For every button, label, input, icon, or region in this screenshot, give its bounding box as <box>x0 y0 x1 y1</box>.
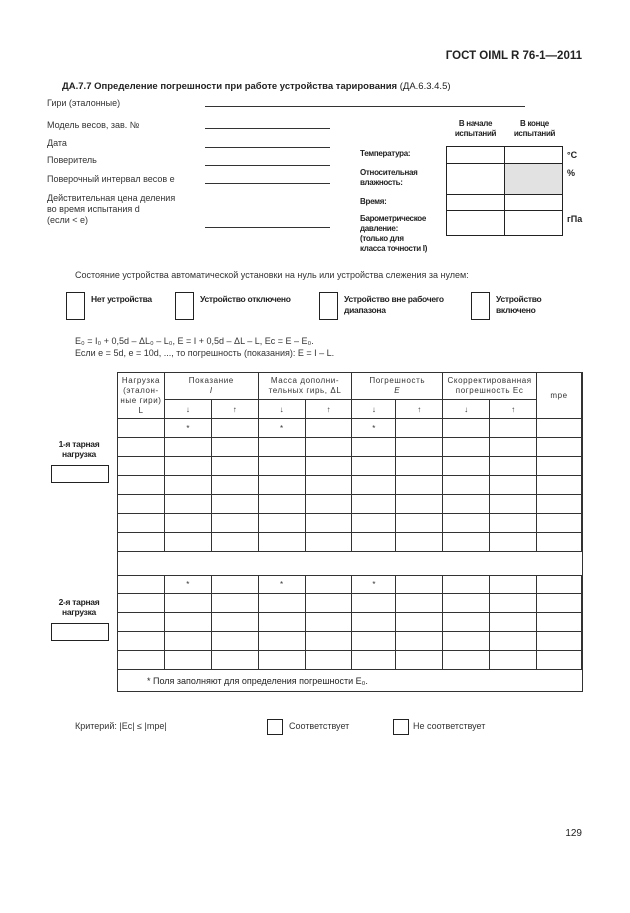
cell[interactable] <box>396 476 443 495</box>
date-line[interactable] <box>205 147 330 148</box>
star-mark[interactable]: * <box>352 576 396 594</box>
temp-label: Температура: <box>360 149 411 158</box>
cell[interactable] <box>443 533 490 552</box>
table-row <box>118 651 582 670</box>
cell[interactable] <box>164 476 211 495</box>
cell[interactable] <box>490 533 537 552</box>
model-label: Модель весов, зав. № <box>47 120 140 130</box>
cell[interactable] <box>396 438 443 457</box>
cell[interactable] <box>490 594 537 613</box>
cell[interactable] <box>396 457 443 476</box>
cell[interactable] <box>258 632 305 651</box>
cell[interactable] <box>396 632 443 651</box>
mass-down-arrow-icon: ↓ <box>258 400 305 419</box>
tare2-label <box>48 597 110 617</box>
verifier-line[interactable] <box>205 165 330 166</box>
cell[interactable] <box>396 651 443 670</box>
cell[interactable] <box>537 457 582 476</box>
cell[interactable] <box>352 594 396 613</box>
criterion-pass-checkbox[interactable] <box>267 719 283 735</box>
cell[interactable] <box>352 632 396 651</box>
h-ind-2: I <box>209 386 213 395</box>
h-corrected <box>443 373 537 400</box>
cell[interactable] <box>211 419 258 438</box>
cell[interactable] <box>443 514 490 533</box>
table-row <box>118 457 582 476</box>
cell[interactable] <box>258 613 305 632</box>
pressure-unit: гПа <box>567 214 583 224</box>
division-line-3: (если < e) <box>47 215 89 225</box>
opt-enabled-label-2: включено <box>496 305 536 315</box>
cell[interactable] <box>118 438 165 457</box>
cell[interactable] <box>164 594 211 613</box>
cell[interactable] <box>490 457 537 476</box>
cell[interactable] <box>211 651 258 670</box>
cell[interactable] <box>443 419 490 438</box>
section-ref: (ДА.6.3.4.5) <box>399 81 451 92</box>
cell[interactable] <box>490 438 537 457</box>
cell[interactable] <box>443 613 490 632</box>
pressure-label-3: (только для <box>360 234 404 243</box>
table-row <box>118 533 582 552</box>
opt-no-device-label: Нет устройства <box>91 294 152 304</box>
h-load-4: L <box>138 405 144 415</box>
temp-end-cell[interactable] <box>505 147 563 164</box>
cell[interactable] <box>211 438 258 457</box>
cell[interactable] <box>164 457 211 476</box>
table-row <box>118 613 582 632</box>
cell[interactable] <box>352 457 396 476</box>
cell[interactable] <box>396 514 443 533</box>
division-line-1: Действительная цена деления <box>47 193 176 203</box>
h-indication <box>164 373 258 400</box>
cell[interactable] <box>443 632 490 651</box>
humidity-label <box>360 168 418 188</box>
cell[interactable] <box>443 457 490 476</box>
cell[interactable] <box>118 419 165 438</box>
cell[interactable] <box>490 651 537 670</box>
cell[interactable] <box>305 576 352 594</box>
cell[interactable] <box>211 495 258 514</box>
star-mark[interactable]: * <box>164 419 211 438</box>
ind-down-arrow-icon: ↓ <box>164 400 211 419</box>
cell[interactable] <box>118 476 165 495</box>
model-line[interactable] <box>205 128 330 129</box>
cell[interactable] <box>118 495 165 514</box>
cell[interactable] <box>305 613 352 632</box>
env-table <box>446 146 563 236</box>
page-number: 129 <box>565 828 582 839</box>
division-label <box>47 193 175 226</box>
h-err-1: Погрешность <box>369 376 426 385</box>
cell[interactable] <box>164 613 211 632</box>
cell[interactable] <box>258 594 305 613</box>
cell[interactable] <box>258 514 305 533</box>
tare1-value-box[interactable] <box>51 465 109 483</box>
opt-out-of-range-label-1: Устройство вне рабочего <box>344 294 444 304</box>
table-row <box>118 576 582 594</box>
cell[interactable] <box>211 632 258 651</box>
h-load-2: (эталон- <box>123 385 159 395</box>
tare1-label <box>48 439 110 459</box>
weights-label: Гири (эталонные) <box>47 98 121 108</box>
h-load <box>118 373 165 419</box>
cell[interactable] <box>352 533 396 552</box>
humidity-label-1: Относительная <box>360 168 418 177</box>
env-col-end <box>506 119 563 139</box>
cell[interactable] <box>490 476 537 495</box>
temp-start-cell[interactable] <box>447 147 505 164</box>
cell[interactable] <box>537 613 582 632</box>
corr-down-arrow-icon: ↓ <box>443 400 490 419</box>
cell[interactable] <box>118 533 165 552</box>
cell[interactable] <box>118 457 165 476</box>
env-col-start <box>447 119 504 139</box>
cell[interactable] <box>258 495 305 514</box>
h-load-1: Нагрузка <box>121 375 161 385</box>
table-row <box>118 438 582 457</box>
h-mass-2: тельных гирь, ΔL <box>268 386 342 395</box>
humidity-unit: % <box>567 168 576 178</box>
pressure-end-cell[interactable] <box>505 211 563 236</box>
cell[interactable] <box>490 419 537 438</box>
time-end-cell[interactable] <box>505 195 563 211</box>
cell[interactable] <box>396 533 443 552</box>
opt-no-device-checkbox[interactable] <box>66 292 85 320</box>
formula-line-1: E₀ = I₀ + 0,5d – ΔL₀ – L₀, E = I + 0,5d – ΔL – L, Ec = E – E₀. <box>75 336 314 346</box>
opt-enabled-label <box>496 294 541 316</box>
pressure-label <box>360 214 427 254</box>
cell[interactable] <box>537 533 582 552</box>
standard-header: ГОСТ OIML R 76-1—2011 <box>445 50 582 62</box>
table-row <box>118 476 582 495</box>
cell[interactable] <box>118 514 165 533</box>
cell[interactable] <box>352 476 396 495</box>
date-label: Дата <box>47 138 67 148</box>
star-mark[interactable]: * <box>164 576 211 594</box>
cell[interactable] <box>211 457 258 476</box>
cell[interactable] <box>164 651 211 670</box>
criterion-pass-label: Соответствует <box>289 721 350 731</box>
star-mark[interactable]: * <box>258 576 305 594</box>
h-mass-1: Масса дополни- <box>270 376 340 385</box>
cell[interactable] <box>537 514 582 533</box>
cell[interactable] <box>352 613 396 632</box>
mass-up-arrow-icon: ↑ <box>305 400 352 419</box>
cell[interactable] <box>118 632 165 651</box>
tare2-table <box>117 575 582 670</box>
cell[interactable] <box>164 632 211 651</box>
cell[interactable] <box>118 576 165 594</box>
cell[interactable] <box>537 632 582 651</box>
cell[interactable] <box>305 594 352 613</box>
tare2-value-box[interactable] <box>51 623 109 641</box>
cell[interactable] <box>164 438 211 457</box>
opt-enabled-checkbox[interactable] <box>471 292 490 320</box>
opt-disabled-label: Устройство отключено <box>200 294 291 304</box>
cell[interactable] <box>211 514 258 533</box>
h-corr-2: погрешность Ec <box>455 386 524 395</box>
cell[interactable] <box>490 576 537 594</box>
cell[interactable] <box>258 438 305 457</box>
cell[interactable] <box>443 476 490 495</box>
cell[interactable] <box>443 438 490 457</box>
h-corr-1: Скорректированная <box>447 376 532 385</box>
section-title <box>62 81 451 92</box>
ind-up-arrow-icon: ↑ <box>211 400 258 419</box>
interval-label: Поверочный интервал весов e <box>47 174 175 184</box>
cell[interactable] <box>305 533 352 552</box>
cell[interactable] <box>537 438 582 457</box>
env-col-start-1: В начале <box>458 119 493 128</box>
cell[interactable] <box>305 476 352 495</box>
cell[interactable] <box>352 514 396 533</box>
criterion-fail-label: Не соответствует <box>413 721 486 731</box>
cell[interactable] <box>443 576 490 594</box>
env-col-end-2: испытаний <box>513 129 556 138</box>
division-line[interactable] <box>205 227 330 228</box>
cell[interactable] <box>443 651 490 670</box>
cell[interactable] <box>443 495 490 514</box>
cell[interactable] <box>396 613 443 632</box>
cell[interactable] <box>537 576 582 594</box>
time-start-cell[interactable] <box>447 195 505 211</box>
pressure-label-2: давление: <box>360 224 398 233</box>
h-mpe: mpe <box>537 373 582 419</box>
cell[interactable] <box>211 594 258 613</box>
star-mark[interactable]: * <box>258 419 305 438</box>
temp-unit: °C <box>567 150 578 160</box>
tare2-label-1: 2-я тарная <box>58 597 100 607</box>
cell[interactable] <box>258 457 305 476</box>
cell[interactable] <box>118 613 165 632</box>
weights-line[interactable] <box>205 106 525 107</box>
formula-block <box>75 335 334 359</box>
env-col-end-1: В конце <box>520 119 549 128</box>
cell[interactable] <box>258 476 305 495</box>
cell[interactable] <box>537 594 582 613</box>
interval-line[interactable] <box>205 183 330 184</box>
pressure-start-cell[interactable] <box>447 211 505 236</box>
humidity-start-cell[interactable] <box>447 164 505 195</box>
cell[interactable] <box>258 533 305 552</box>
table-row <box>118 514 582 533</box>
h-load-3: ные гири) <box>120 395 162 405</box>
corr-up-arrow-icon: ↑ <box>490 400 537 419</box>
cell[interactable] <box>258 651 305 670</box>
cell[interactable] <box>490 632 537 651</box>
tare2-label-2: нагрузка <box>62 607 96 617</box>
cell[interactable] <box>396 419 443 438</box>
cell[interactable] <box>396 495 443 514</box>
opt-out-of-range-label <box>344 294 444 316</box>
opt-out-of-range-checkbox[interactable] <box>319 292 338 320</box>
cell[interactable] <box>490 613 537 632</box>
cell[interactable] <box>305 438 352 457</box>
cell[interactable] <box>537 495 582 514</box>
time-label: Время: <box>360 197 387 206</box>
cell[interactable] <box>490 495 537 514</box>
err-down-arrow-icon: ↓ <box>352 400 396 419</box>
cell[interactable] <box>352 651 396 670</box>
h-err-2: E <box>394 386 401 395</box>
env-col-start-2: испытаний <box>454 129 497 138</box>
humidity-end-cell[interactable] <box>505 164 563 195</box>
cell[interactable] <box>118 594 165 613</box>
h-ind-1: Показание <box>188 376 234 385</box>
opt-disabled-checkbox[interactable] <box>175 292 194 320</box>
cell[interactable] <box>396 594 443 613</box>
cell[interactable] <box>305 651 352 670</box>
cell[interactable] <box>443 594 490 613</box>
cell[interactable] <box>305 632 352 651</box>
pressure-label-1: Барометрическое <box>360 214 427 223</box>
cell[interactable] <box>211 576 258 594</box>
cell[interactable] <box>118 651 165 670</box>
footnote: * Поля заполняют для определения погрешности E₀. <box>147 676 368 686</box>
tare1-label-2: нагрузка <box>62 449 96 459</box>
cell[interactable] <box>211 476 258 495</box>
h-error <box>352 373 443 400</box>
humidity-label-2: влажность: <box>360 178 403 187</box>
zero-state-prompt: Состояние устройства автоматической установки на нуль или устройства слежения за нулем: <box>75 270 469 280</box>
cell[interactable] <box>164 495 211 514</box>
cell[interactable] <box>490 514 537 533</box>
cell[interactable] <box>537 419 582 438</box>
star-mark[interactable]: * <box>352 419 396 438</box>
cell[interactable] <box>305 495 352 514</box>
table-row <box>118 632 582 651</box>
cell[interactable] <box>211 533 258 552</box>
cell[interactable] <box>537 651 582 670</box>
formula-line-2: Если e = 5d, e = 10d, ..., то погрешность (показания): E = I – L. <box>75 348 335 358</box>
tare1-label-1: 1-я тарная <box>58 439 100 449</box>
verifier-label: Поверитель <box>47 155 97 165</box>
err-up-arrow-icon: ↑ <box>396 400 443 419</box>
section-heading: ДА.7.7 Определение погрешности при работе устройства тарирования <box>62 81 398 92</box>
cell[interactable] <box>396 576 443 594</box>
cell[interactable] <box>164 533 211 552</box>
cell[interactable] <box>352 495 396 514</box>
cell[interactable] <box>305 514 352 533</box>
cell[interactable] <box>211 613 258 632</box>
opt-out-of-range-label-2: диапазона <box>344 305 386 315</box>
criterion-fail-checkbox[interactable] <box>393 719 409 735</box>
cell[interactable] <box>537 476 582 495</box>
table-row <box>118 419 582 438</box>
table-row <box>118 594 582 613</box>
cell[interactable] <box>352 438 396 457</box>
cell[interactable] <box>305 457 352 476</box>
criterion-label: Критерий: |Ec| ≤ |mpe| <box>75 721 167 731</box>
tare1-table <box>117 372 582 552</box>
table-row <box>118 495 582 514</box>
h-mass <box>258 373 352 400</box>
cell[interactable] <box>164 514 211 533</box>
opt-enabled-label-1: Устройство <box>496 294 542 304</box>
pressure-label-4: класса точности I) <box>360 244 428 253</box>
cell[interactable] <box>305 419 352 438</box>
division-line-2: во время испытания d <box>47 204 140 214</box>
